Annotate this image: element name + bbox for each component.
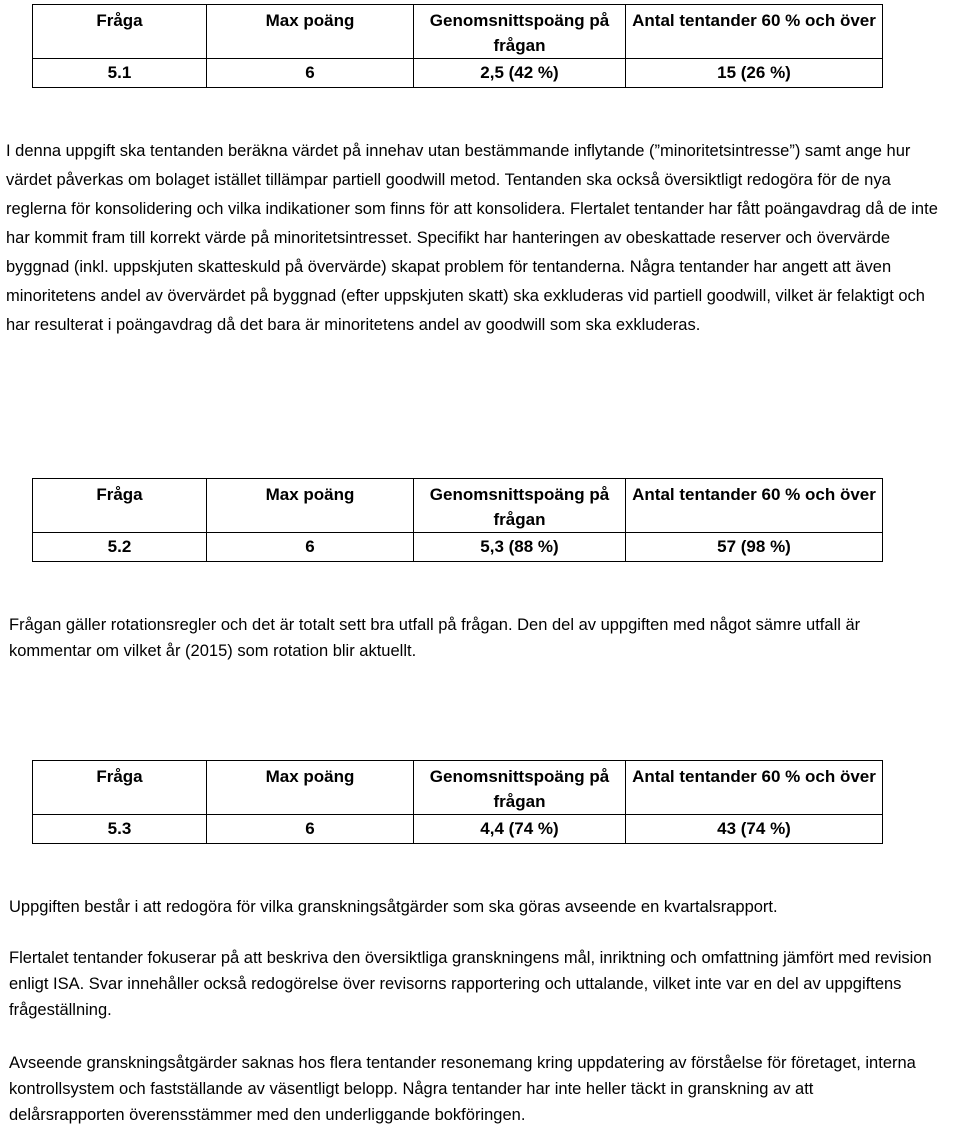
cell-max-points: 6 <box>207 533 414 562</box>
header-average-points: Genomsnittspoäng på frågan <box>414 479 626 533</box>
header-candidates-60: Antal tentander 60 % och över <box>626 5 883 59</box>
cell-max-points: 6 <box>207 815 414 844</box>
header-average-points: Genomsnittspoäng på frågan <box>414 5 626 59</box>
table-header-row <box>33 479 883 533</box>
comment-paragraph: Avseende granskningsåtgärder saknas hos flera tentander resonemang kring uppdatering av förståelse för företaget, interna kontrollsystem och fastställande av väsentligt belopp. Några tentander har inte heller täckt in granskning av att delårsrapporten överensstämmer med den underliggande bokföringen. <box>9 1054 916 1124</box>
score-table-5-3 <box>32 760 883 844</box>
header-question: Fråga <box>33 5 207 59</box>
cell-candidates-60: 57 (98 %) <box>626 533 883 562</box>
cell-average-points: 2,5 (42 %) <box>414 59 626 88</box>
header-candidates-60: Antal tentander 60 % och över <box>626 479 883 533</box>
table-header-row <box>33 761 883 815</box>
cell-average-points: 4,4 (74 %) <box>414 815 626 844</box>
cell-average-points: 5,3 (88 %) <box>414 533 626 562</box>
table-row <box>33 533 883 562</box>
header-candidates-60: Antal tentander 60 % och över <box>626 761 883 815</box>
table-row <box>33 815 883 844</box>
table-row <box>33 59 883 88</box>
cell-question: 5.3 <box>33 815 207 844</box>
cell-max-points: 6 <box>207 59 414 88</box>
cell-candidates-60: 15 (26 %) <box>626 59 883 88</box>
header-max-points: Max poäng <box>207 761 414 815</box>
comment-paragraph: Flertalet tentander fokuserar på att beskriva den översiktliga granskningens mål, inriktning och omfattning jämfört med revision enligt ISA. Svar innehåller också redogörelse över revisorns rapportering och uttalande, vilket inte var en del av uppgiftens frågeställning. <box>9 949 932 1019</box>
score-table-5-1 <box>32 4 883 88</box>
table-header-row <box>33 5 883 59</box>
comment-paragraph: Uppgiften består i att redogöra för vilka granskningsåtgärder som ska göras avseende en kvartalsrapport. <box>9 898 778 916</box>
cell-question: 5.2 <box>33 533 207 562</box>
cell-question: 5.1 <box>33 59 207 88</box>
header-average-points: Genomsnittspoäng på frågan <box>414 761 626 815</box>
header-max-points: Max poäng <box>207 5 414 59</box>
cell-candidates-60: 43 (74 %) <box>626 815 883 844</box>
comment-paragraph: Frågan gäller rotationsregler och det är totalt sett bra utfall på frågan. Den del av uppgiften med något sämre utfall är kommentar om vilket år (2015) som rotation blir aktuellt. <box>9 616 861 660</box>
header-max-points: Max poäng <box>207 479 414 533</box>
score-table-5-2 <box>32 478 883 562</box>
comment-paragraph: I denna uppgift ska tentanden beräkna värdet på innehav utan bestämmande inflytande (”minoritetsintresse”) samt ange hur värdet påverkas om bolaget istället tillämpar partiell goodwill metod. Tentanden ska också översiktligt redogöra för de nya reglerna för konsolidering och vilka indikationer som finns för att konsolidera. Flertalet tentander har fått poängavdrag då de inte har kommit fram till korrekt värde på minoritetsintresset. Specifikt har hanteringen av obeskattade reserver och övervärde byggnad (inkl. uppskjuten skatteskuld på övervärde) skapat problem för tentanderna. Några tentander har angett att även minoritetens andel av övervärdet på byggnad (efter uppskjuten skatt) ska exkluderas vid partiell goodwill, vilket är felaktigt och har resulterat i poängavdrag då det bara är minoritetens andel av goodwill som ska exkluderas. <box>6 142 938 334</box>
header-question: Fråga <box>33 479 207 533</box>
header-question: Fråga <box>33 761 207 815</box>
